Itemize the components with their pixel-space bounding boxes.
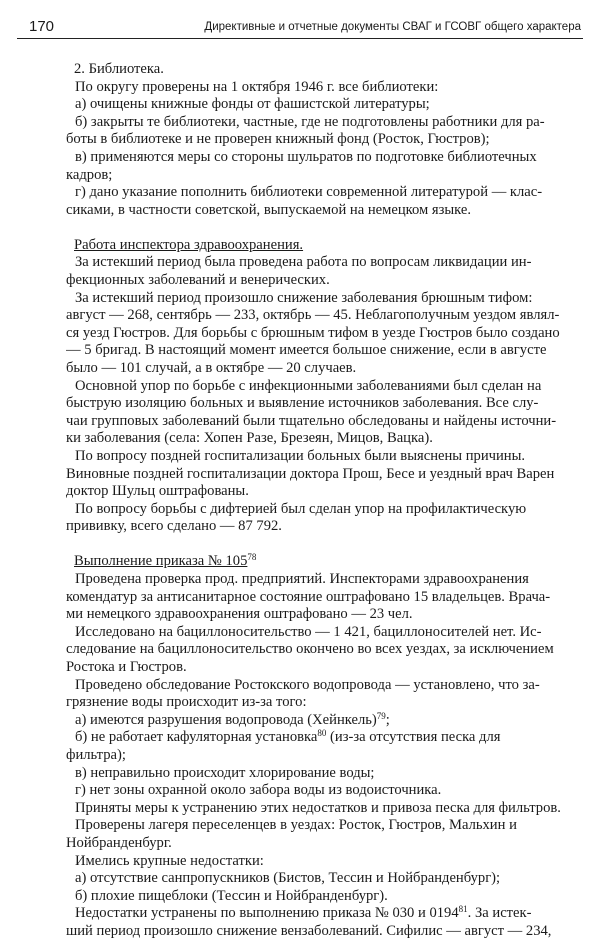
text-line: Виновные поздней госпитализации доктора Прош, Бесе и уездный врач Варен: [66, 465, 555, 482]
text-line: б) плохие пищеблоки (Тессин и Нойбранденбург).: [75, 887, 388, 904]
text-line: б) закрыты те библиотеки, частные, где не подготовлены работники для ра-: [75, 113, 545, 130]
line-text: а) имеются разрушения водопровода (Хейнкель): [75, 711, 377, 728]
footnote-ref: 79: [376, 711, 386, 721]
page-body: [66, 61, 585, 941]
text-line: фекционных заболеваний и венерических.: [66, 272, 330, 289]
text-line: [75, 905, 585, 923]
text-line: кадров;: [66, 166, 113, 183]
text-line: доктор Шульц оштрафованы.: [66, 483, 249, 500]
text-line: грязнение воды происходит из-за того:: [66, 694, 307, 711]
text-line: Проверены лагеря переселенцев в уездах: Росток, Гюстров, Мальхин и: [75, 817, 517, 834]
text-line: в) применяются меры со стороны шульратов по подготовке библиотечных: [75, 148, 537, 165]
text-line: Ростока и Гюстров.: [66, 659, 187, 675]
text-line: чаи групповых заболеваний были тщательно обследованы и найдены источни-: [66, 412, 557, 429]
page-number: 170: [29, 18, 55, 35]
footnote-ref: 78: [247, 553, 257, 563]
text-line: ми немецкого здравоохранения оштрафовано — 23 чел.: [66, 606, 413, 623]
text-line: По округу проверены на 1 октября 1946 г. все библиотеки:: [75, 78, 439, 95]
text-line: За истекший период была проведена работа по вопросам ликвидации ин-: [75, 254, 532, 271]
text-line: фильтра);: [66, 746, 126, 763]
text-line: Проведена проверка прод. предприятий. Инспекторами здравоохранения: [75, 571, 529, 588]
text-line: Исследовано на бациллоносительство — 1 421, бациллоносителей нет. Ис-: [75, 623, 542, 640]
text-line: прививку, всего сделано — 87 792.: [66, 518, 282, 535]
text-line: [75, 712, 585, 730]
text-line: ший период произошло снижение вензаболеваний. Сифилис — август — 234,: [66, 922, 552, 939]
text-line: комендатур за антисанитарное состояние оштрафовано 15 владельцев. Врача-: [66, 588, 551, 605]
text-line: было — 101 случай, а в октябре — 20 случаев.: [66, 360, 357, 376]
text-line: г) дано указание пополнить библиотеки современной литературой — клас-: [75, 184, 543, 201]
heading-text: Выполнение приказа № 105: [74, 553, 248, 570]
line-tail: ;: [385, 711, 390, 728]
text-line: Имелись крупные недостатки:: [75, 852, 264, 869]
running-title: Директивные и отчетные документы СВАГ и ГСОВГ общего характера: [204, 21, 581, 33]
text-line: Приняты меры к устранению этих недостатков и привоза песка для фильтров.: [75, 799, 561, 816]
order-105-section: [66, 571, 585, 940]
text-line: ся уезд Гюстров. Для борьбы с брюшным тифом в уезде Гюстров было создано: [66, 324, 560, 341]
text-line: август — 268, сентябрь — 233, октябрь — 45. Неблагополучным уездом являл-: [66, 307, 560, 324]
health-section: [66, 254, 585, 536]
text-line: 2. Библиотека.: [74, 61, 164, 77]
library-section: [66, 61, 585, 219]
footnote-ref: 81: [458, 905, 468, 915]
footnote-ref: 80: [317, 729, 327, 739]
line-text: б) не работает кафуляторная установка: [75, 729, 318, 746]
text-line: По вопросу поздней госпитализации больных были выяснены причины.: [75, 447, 526, 464]
page-header: [17, 14, 583, 39]
text-line: в) неправильно происходит хлорирование воды;: [75, 764, 375, 781]
section-heading-health: Работа инспектора здравоохранения.: [74, 236, 304, 253]
text-line: По вопросу борьбы с дифтерией был сделан упор на профилактическую: [75, 500, 527, 517]
text-line: За истекший период произошло снижение заболевания брюшным тифом:: [75, 289, 533, 306]
text-line: а) отсутствие санпропускников (Бистов, Тессин и Нойбранденбург);: [75, 870, 501, 887]
text-line: Основной упор по борьбе с инфекционными заболеваниями был сделан на: [75, 377, 542, 394]
text-line: — 5 бригад. В настоящий момент имеется большое снижение, если в августе: [66, 342, 547, 359]
text-line: сиками, в частности советской, выпускаемой на немецком языке.: [66, 201, 472, 218]
text-line: Проведено обследование Ростокского водопровода — установлено, что за-: [75, 676, 540, 693]
text-line: ки заболевания (села: Хопен Разе, Брезеян, Мицов, Вацка).: [66, 430, 433, 447]
text-line: быструю изоляцию больных и выявление источников заболевания. Все слу-: [66, 395, 539, 412]
text-line: Нойбранденбург.: [66, 834, 172, 851]
line-text: Недостатки устранены по выполнению приказа № 030 и 0194: [75, 905, 459, 922]
text-line: [75, 729, 585, 747]
line-tail: (из-за отсутствия песка для: [326, 729, 501, 746]
text-line: г) нет зоны охранной около забора воды из водоисточника.: [75, 782, 442, 799]
line-tail: . За истек-: [467, 905, 532, 922]
text-line: следование на бациллоносительство окончено во всех уездах, за исключением: [66, 641, 554, 658]
text-line: а) очищены книжные фонды от фашистской литературы;: [75, 96, 430, 113]
text-line: боты в библиотеке и не проверен книжный фонд (Росток, Гюстров);: [66, 131, 490, 148]
section-heading-order-105: [74, 553, 585, 571]
